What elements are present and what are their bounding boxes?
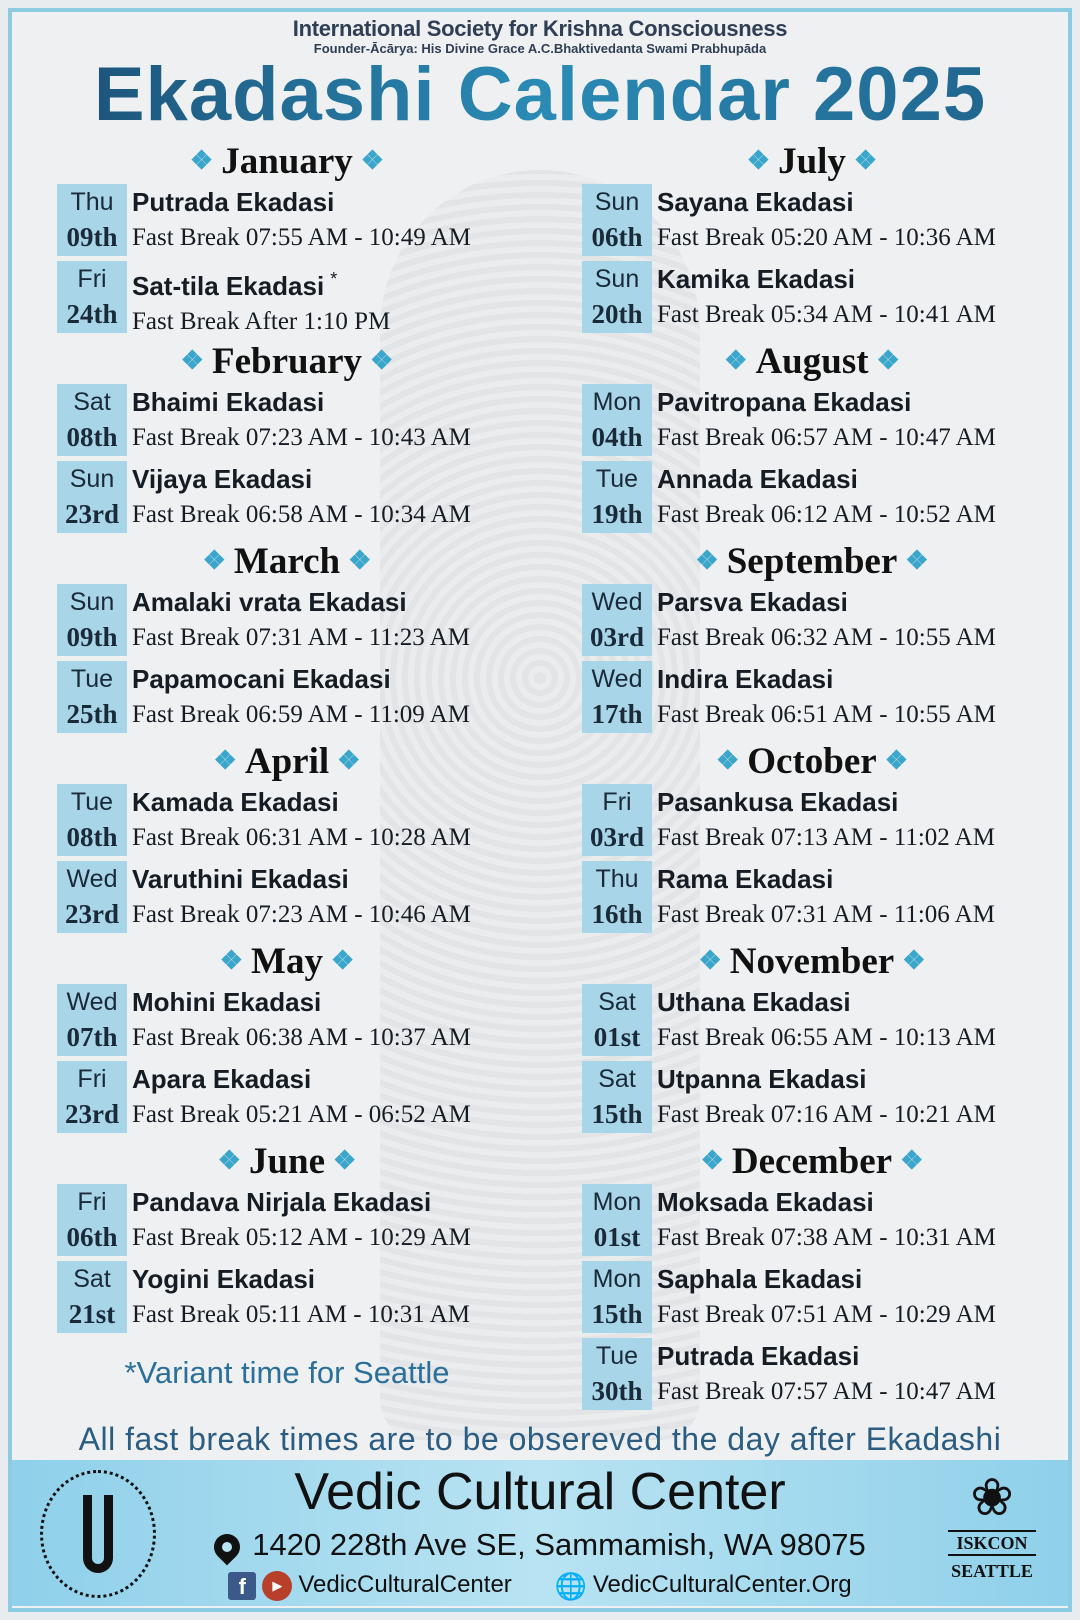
date-box [582,861,652,933]
fast-break-time: Fast Break 07:51 AM - 10:29 AM [657,1301,996,1328]
weekday: Sun [594,188,640,216]
page-title: Ekadashi Calendar 2025 [0,56,1080,134]
ekadasi-name [657,184,996,220]
date-box [57,461,127,533]
ekadasi-name [657,984,996,1020]
ekadasi-title: Utpanna Ekadasi [657,1064,867,1094]
ekadasi-entry [582,1061,1042,1133]
month-header [57,538,517,584]
ekadasi-entry [57,461,517,533]
ekadasi-title: Putrada Ekadasi [132,187,335,217]
month-header [57,938,517,984]
date-box [582,784,652,856]
diamond-icon: ❖ [746,146,771,175]
month-header [57,1138,517,1184]
ekadasi-title: Parsva Ekadasi [657,587,848,617]
fast-break-time: Fast Break 06:51 AM - 10:55 AM [657,701,996,728]
social-handle[interactable]: VedicCulturalCenter [298,1571,512,1598]
center-name: Vedic Cultural Center [294,1463,786,1521]
month-header [582,138,1042,184]
ekadasi-name [132,461,471,497]
ekadasi-entry [582,784,1042,856]
ekadasi-entry [57,661,517,733]
ekadasi-title: Apara Ekadasi [132,1064,312,1094]
ekadasi-name [657,1261,996,1297]
ekadasi-entry [582,661,1042,733]
diamond-icon: ❖ [180,346,204,375]
month-header [582,738,1042,784]
globe-icon: 🌐 [554,1570,587,1601]
day-number: 23rd [65,899,119,929]
date-box [582,1061,652,1133]
month-header [582,338,1042,384]
fast-break-time: Fast Break 07:31 AM - 11:06 AM [657,901,995,928]
fast-break-time: Fast Break 05:34 AM - 10:41 AM [657,301,996,328]
day-number: 01st [593,1022,641,1052]
weekday: Sat [73,388,111,416]
fast-break-time: Fast Break 05:11 AM - 10:31 AM [132,1301,470,1328]
month-name: October [747,741,877,782]
fast-break-time: Fast Break 07:57 AM - 10:47 AM [657,1378,996,1405]
weekday: Mon [592,1188,642,1216]
ekadasi-name [132,1261,470,1297]
day-number: 06th [66,1222,118,1252]
month-name: May [251,941,323,982]
ekadasi-entry [57,861,517,933]
day-number: 15th [591,1299,643,1329]
diamond-icon: ❖ [902,946,926,975]
month-name: July [778,141,846,182]
diamond-icon: ❖ [900,1146,924,1175]
month-header [582,1138,1042,1184]
ekadasi-entry [57,1184,517,1256]
date-box [57,661,127,733]
date-box [582,261,652,333]
ekadasi-name [657,261,996,297]
fast-break-time: Fast Break 07:55 AM - 10:49 AM [132,224,471,251]
date-box [57,584,127,656]
diamond-icon: ❖ [202,546,226,575]
date-box [57,184,127,256]
ekadasi-name [132,184,471,220]
weekday: Tue [595,465,639,493]
variant-marker: * [330,269,338,289]
diamond-icon: ❖ [360,146,385,175]
weekday: Sat [598,1065,636,1093]
date-box [57,1061,127,1133]
lotus-icon: ❀ [970,1470,1014,1527]
ekadasi-name [132,661,470,697]
date-box [57,861,127,933]
diamond-icon: ❖ [884,746,909,775]
ekadasi-entry [57,784,517,856]
ekadasi-name [657,861,995,897]
weekday: Wed [591,588,643,616]
ekadasi-entry [582,384,1042,456]
ekadasi-entry [57,184,517,256]
fast-break-time: Fast Break 07:23 AM - 10:46 AM [132,901,471,928]
day-number: 06th [591,222,643,252]
month-header [582,538,1042,584]
month-name: February [211,341,363,382]
ekadasi-name [657,461,996,497]
weekday: Mon [592,1265,642,1293]
ekadasi-title: Uthana Ekadasi [657,987,851,1017]
weekday: Tue [70,788,114,816]
website-link[interactable]: VedicCulturalCenter.Org [592,1571,852,1598]
ekadasi-entry [582,1338,1042,1410]
weekday: Thu [595,865,639,893]
diamond-icon: ❖ [217,1146,241,1175]
day-number: 23rd [65,499,119,529]
date-box [582,1184,652,1256]
day-number: 01st [593,1222,641,1252]
ekadasi-name [657,1338,996,1374]
ekadasi-title: Sat-tila Ekadasi [132,271,325,301]
ekadasi-name [657,784,995,820]
month-name: November [729,941,895,982]
ekadasi-entry [57,384,517,456]
weekday: Sun [69,588,115,616]
ekadasi-title: Kamika Ekadasi [657,264,856,294]
day-number: 20th [591,299,643,329]
fast-break-time: Fast Break 06:55 AM - 10:13 AM [657,1024,996,1051]
ekadasi-name [132,1061,471,1097]
weekday: Tue [595,1342,639,1370]
facebook-icon[interactable]: f [228,1572,256,1600]
ekadasi-title: Indira Ekadasi [657,664,834,694]
fast-break-time: Fast Break 05:21 AM - 06:52 AM [132,1101,471,1128]
diamond-icon: ❖ [698,946,722,975]
ekadasi-title: Varuthini Ekadasi [132,864,349,894]
date-box [57,1184,127,1256]
ekadasi-entry [582,984,1042,1056]
ekadasi-name [132,861,471,897]
day-number: 16th [591,899,643,929]
fast-break-time: Fast Break 06:58 AM - 10:34 AM [132,501,471,528]
ekadasi-name [657,1184,996,1220]
ekadasi-title: Moksada Ekadasi [657,1187,874,1217]
ekadasi-entry [582,1261,1042,1333]
day-number: 24th [66,299,118,329]
ekadasi-title: Bhaimi Ekadasi [132,387,325,417]
ekadasi-name [132,584,470,620]
logo-seattle: SEATTLE [951,1561,1033,1581]
ekadasi-name [132,1184,471,1220]
date-box [582,461,652,533]
day-number: 09th [66,622,118,652]
fast-break-time: Fast Break 06:38 AM - 10:37 AM [132,1024,471,1051]
month-name: April [244,741,330,782]
diamond-icon: ❖ [337,746,361,775]
diamond-icon: ❖ [695,546,719,575]
day-number: 17th [591,699,643,729]
fast-break-time: Fast Break 06:59 AM - 11:09 AM [132,701,470,728]
youtube-icon[interactable]: ▶ [262,1571,292,1601]
month-name: March [233,541,341,582]
ekadasi-entry [582,461,1042,533]
date-box [582,984,652,1056]
ekadasi-name [132,261,390,304]
date-box [582,184,652,256]
ekadasi-entry [57,984,517,1056]
ekadasi-entry [582,1184,1042,1256]
month-header [582,938,1042,984]
ekadasi-entry [582,184,1042,256]
ekadasi-title: Pavitropana Ekadasi [657,387,912,417]
right-column [582,138,1042,1415]
fast-break-time: Fast Break 07:23 AM - 10:43 AM [132,424,471,451]
ekadasi-title: Mohini Ekadasi [132,987,322,1017]
ekadasi-entry [57,1261,517,1333]
diamond-icon: ❖ [213,746,237,775]
ekadasi-title: Kamada Ekadasi [132,787,339,817]
ekadasi-entry [57,584,517,656]
day-number: 21st [68,1299,116,1329]
fast-break-time: Fast Break 05:12 AM - 10:29 AM [132,1224,471,1251]
header [0,16,1080,137]
diamond-icon: ❖ [724,346,748,375]
date-box [582,384,652,456]
location-pin-icon [209,1528,246,1565]
logo-iskcon: ISKCON [948,1530,1036,1556]
date-box [57,1261,127,1333]
diamond-icon: ❖ [853,146,878,175]
ekadasi-entry [582,861,1042,933]
month-header [57,138,517,184]
fast-break-time: Fast Break 06:31 AM - 10:28 AM [132,824,471,851]
ekadasi-name [132,984,471,1020]
weekday: Fri [77,1065,107,1093]
ekadasi-name [657,584,996,620]
social-links [12,1568,1068,1603]
diamond-icon: ❖ [715,746,740,775]
ekadasi-title: Vijaya Ekadasi [132,464,313,494]
ekadasi-title: Rama Ekadasi [657,864,834,894]
iskcon-seattle-logo [932,1468,1052,1582]
date-box [582,1261,652,1333]
diamond-icon: ❖ [370,346,394,375]
ekadasi-name [657,384,996,420]
date-box [57,384,127,456]
diamond-icon: ❖ [219,946,244,975]
ekadasi-title: Pandava Nirjala Ekadasi [132,1187,432,1217]
left-column [57,138,517,1338]
day-number: 04th [591,422,643,452]
date-box [582,1338,652,1410]
ekadasi-title: Yogini Ekadasi [132,1264,316,1294]
weekday: Sun [69,465,115,493]
month-name: December [731,1141,893,1182]
ekadasi-entry [582,261,1042,333]
ekadasi-title: Putrada Ekadasi [657,1341,860,1371]
month-name: September [726,541,898,582]
ekadasi-name [132,384,471,420]
month-name: August [755,341,869,382]
day-number: 08th [66,822,118,852]
diamond-icon: ❖ [189,146,214,175]
date-box [582,584,652,656]
diamond-icon: ❖ [333,1146,357,1175]
ekadasi-title: Sayana Ekadasi [657,187,854,217]
fast-break-time: Fast Break 07:38 AM - 10:31 AM [657,1224,996,1251]
month-header [57,738,517,784]
address-text: 1420 228th Ave SE, Sammamish, WA 98075 [252,1527,866,1562]
date-box [57,261,127,333]
footer [12,1460,1068,1606]
fast-break-time: Fast Break 06:12 AM - 10:52 AM [657,501,996,528]
org-name: International Society for Krishna Consciousness [292,16,788,41]
ekadasi-title: Papamocani Ekadasi [132,664,391,694]
month-name: January [221,141,353,182]
weekday: Wed [66,988,118,1016]
ekadasi-name [657,1061,996,1097]
date-box [57,784,127,856]
month-name: June [248,1141,326,1182]
day-number: 03rd [590,622,644,652]
diamond-icon: ❖ [700,1146,724,1175]
day-number: 07th [66,1022,118,1052]
date-box [582,661,652,733]
day-number: 15th [591,1099,643,1129]
day-number: 23rd [65,1099,119,1129]
ekadasi-entry [57,1061,517,1133]
day-number: 03rd [590,822,644,852]
ekadasi-entry [57,261,517,333]
weekday: Tue [70,665,114,693]
ekadasi-entry [582,584,1042,656]
diamond-icon: ❖ [330,946,355,975]
address [12,1526,1068,1564]
fast-break-time: Fast Break 06:32 AM - 10:55 AM [657,624,996,651]
founder-line: Founder-Ācārya: His Divine Grace A.C.Bhaktivedanta Swami Prabhupāda [313,41,767,56]
ekadasi-title: Annada Ekadasi [657,464,858,494]
fast-break-time: Fast Break After 1:10 PM [132,308,391,335]
fast-break-time: Fast Break 07:16 AM - 10:21 AM [657,1101,996,1128]
ekadasi-title: Pasankusa Ekadasi [657,787,899,817]
weekday: Fri [602,788,632,816]
fast-break-time: Fast Break 07:31 AM - 11:23 AM [132,624,470,651]
diamond-icon: ❖ [348,546,372,575]
weekday: Wed [66,865,118,893]
day-number: 08th [66,422,118,452]
ekadasi-name [657,661,996,697]
month-header [57,338,517,384]
weekday: Sat [73,1265,111,1293]
ekadasi-title: Saphala Ekadasi [657,1264,863,1294]
ekadasi-title: Amalaki vrata Ekadasi [132,587,407,617]
ekadasi-name [132,784,471,820]
day-number: 30th [591,1376,643,1406]
variant-note: *Variant time for Seattle [124,1355,450,1390]
diamond-icon: ❖ [905,546,929,575]
bottom-note: All fast break times are to be obsereved the day after Ekadashi [78,1421,1002,1457]
weekday: Sat [598,988,636,1016]
weekday: Sun [594,265,640,293]
weekday: Thu [70,188,114,216]
fast-break-time: Fast Break 05:20 AM - 10:36 AM [657,224,996,251]
fast-break-time: Fast Break 06:57 AM - 10:47 AM [657,424,996,451]
weekday: Wed [591,665,643,693]
weekday: Fri [77,1188,107,1216]
fast-break-time: Fast Break 07:13 AM - 11:02 AM [657,824,995,851]
diamond-icon: ❖ [876,346,900,375]
day-number: 09th [66,222,118,252]
day-number: 25th [66,699,118,729]
day-number: 19th [591,499,643,529]
weekday: Fri [77,265,107,293]
date-box [57,984,127,1056]
weekday: Mon [592,388,642,416]
